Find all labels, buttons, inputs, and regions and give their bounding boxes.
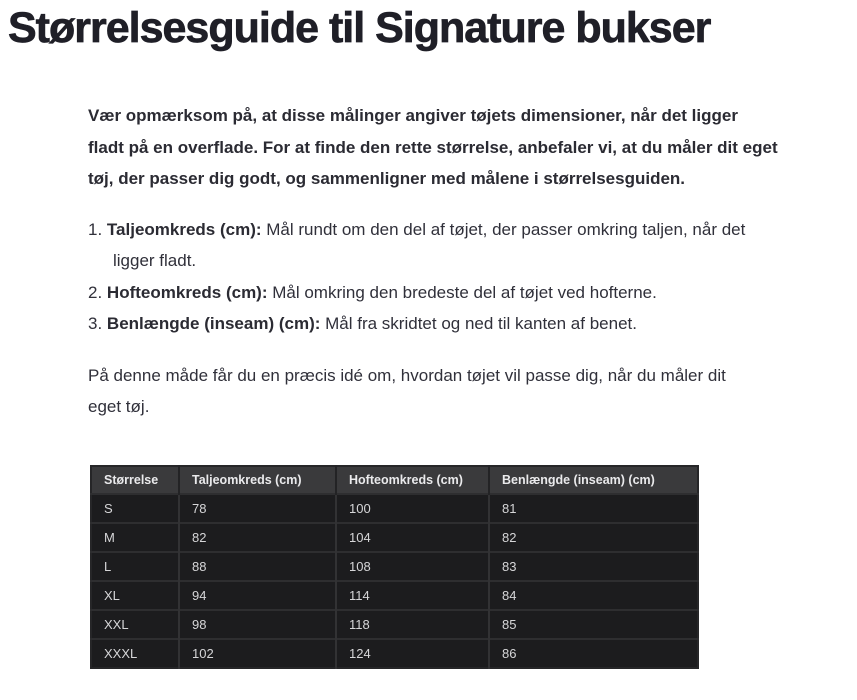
cell-size: L	[91, 552, 179, 581]
table-row	[91, 639, 698, 668]
page-title: Størrelsesguide til Signature bukser	[8, 4, 711, 52]
cell-size: S	[91, 494, 179, 523]
list-item-term: Benlængde (inseam) (cm):	[106, 314, 321, 333]
table-header-row	[91, 466, 698, 494]
list-item-description: Mål omkring den bredeste del af tøjet ved hofterne.	[267, 282, 657, 302]
intro-paragraph: Vær opmærksom på, at disse målinger angiver tøjets dimensioner, når det ligger fladt på en overflade. For at finde den rette størrelse, anbefaler vi, at du måler dit eget tøj, der passer dig godt, og sammenligner med målene i størrelsesguiden.	[88, 106, 778, 188]
cell-inseam: 83	[489, 552, 698, 581]
size-table	[90, 465, 699, 669]
measurement-list	[88, 214, 788, 340]
cell-hip: 118	[336, 610, 489, 639]
list-item-description: Mål rundt om den del af tøjet, der passer omkring taljen, når det ligger fladt.	[113, 219, 746, 270]
column-header-hip: Hofteomkreds (cm)	[336, 466, 489, 494]
list-item	[88, 277, 788, 309]
cell-hip: 114	[336, 581, 489, 610]
cell-waist: 98	[179, 610, 336, 639]
list-item-term: Taljeomkreds (cm):	[106, 219, 262, 239]
cell-inseam: 86	[489, 639, 698, 668]
cell-waist: 78	[179, 494, 336, 523]
cell-hip: 100	[336, 494, 489, 523]
table-row	[91, 494, 698, 523]
cell-inseam: 84	[489, 581, 698, 610]
cell-inseam: 85	[489, 610, 698, 639]
cell-hip: 108	[336, 552, 489, 581]
cell-hip: 124	[336, 639, 489, 668]
list-item	[88, 308, 788, 340]
column-header-inseam: Benlængde (inseam) (cm)	[489, 466, 698, 494]
column-header-size: Størrelse	[91, 466, 179, 494]
cell-inseam: 82	[489, 523, 698, 552]
list-item-number: 3.	[88, 314, 103, 333]
size-table-header	[91, 466, 698, 494]
table-row	[91, 523, 698, 552]
list-item-term: Hofteomkreds (cm):	[106, 282, 268, 302]
size-table-body	[91, 494, 698, 668]
cell-size: XXL	[91, 610, 179, 639]
cell-size: M	[91, 523, 179, 552]
list-item-number: 2.	[88, 282, 103, 302]
content-area	[88, 100, 797, 669]
list-item-number: 1.	[88, 219, 103, 239]
table-row	[91, 552, 698, 581]
table-row	[91, 581, 698, 610]
cell-waist: 88	[179, 552, 336, 581]
cell-size: XL	[91, 581, 179, 610]
table-row	[91, 610, 698, 639]
cell-size: XXXL	[91, 639, 179, 668]
cell-inseam: 81	[489, 494, 698, 523]
outro-paragraph: På denne måde får du en præcis idé om, hvordan tøjet vil passe dig, når du måler dit eget tøj.	[88, 365, 726, 416]
cell-waist: 102	[179, 639, 336, 668]
cell-waist: 94	[179, 581, 336, 610]
cell-waist: 82	[179, 523, 336, 552]
cell-hip: 104	[336, 523, 489, 552]
column-header-waist: Taljeomkreds (cm)	[179, 466, 336, 494]
list-item	[88, 214, 788, 277]
list-item-description: Mål fra skridtet og ned til kanten af benet.	[320, 314, 637, 333]
